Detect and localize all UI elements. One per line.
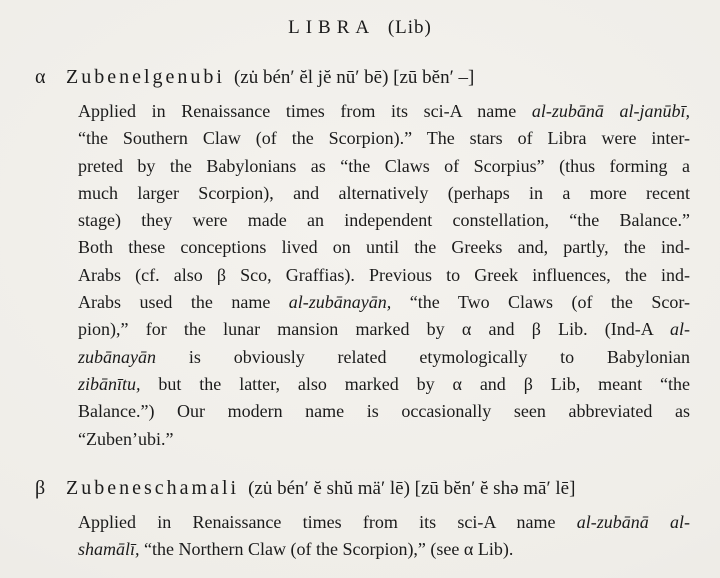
pronunciation: (zu̇ bén′ ĕl jĕ nū′ bē) [zū bĕn′ –] bbox=[233, 67, 475, 88]
text-line: Both these conceptions lived on until the Greeks and, partly, the ind- bbox=[78, 237, 690, 258]
text-line: “Zuben’ubi.” bbox=[78, 428, 174, 449]
greek-letter: α bbox=[35, 66, 46, 88]
constellation-abbreviation: (Lib) bbox=[387, 17, 432, 38]
entry-body bbox=[78, 509, 690, 564]
text-line: stage) they were made an independent constellation, “the Balance.” bbox=[78, 210, 690, 231]
text-line: Applied in Renaissance times from its sci-A name al-zubānā al- bbox=[78, 511, 691, 532]
text-line: much larger Scorpion), and alternatively (perhaps in a more recent bbox=[78, 182, 690, 203]
entry-heading bbox=[35, 63, 692, 92]
text-line: Arabs (cf. also β Sco, Graffias). Previous to Greek influences, the ind- bbox=[78, 264, 690, 285]
star-name: Zubenelgenubi bbox=[66, 66, 225, 88]
constellation-name: LIBRA bbox=[288, 17, 376, 38]
text-line: Balance.”) Our modern name is occasionally seen abbreviated as bbox=[78, 401, 690, 422]
text-line: Arabs used the name al-zubānayān, “the Two Claws (of the Scor- bbox=[78, 292, 691, 313]
entry-body bbox=[78, 98, 690, 453]
text-line: zubānayān is obviously related etymologically to Babylonian bbox=[78, 346, 690, 367]
text-line: Applied in Renaissance times from its sci-A name al-zubānā al-janūbī, bbox=[78, 101, 691, 121]
pronunciation: (zu̇ bén′ ĕ shŭ mä′ lē) [zū bĕn′ ĕ shə mā′ lē] bbox=[248, 477, 576, 499]
entry-heading bbox=[35, 474, 692, 503]
entry-alpha bbox=[35, 63, 692, 453]
page-title bbox=[0, 15, 720, 41]
text-line: “the Southern Claw (of the Scorpion).” The stars of Libra were inter- bbox=[78, 128, 690, 149]
text-line: preted by the Babylonians as “the Claws of Scorpius” (thus forming a bbox=[78, 155, 690, 176]
text-line: zibānītu, but the latter, also marked by α and β Lib, meant “the bbox=[78, 373, 690, 394]
star-name: Zubeneschamali bbox=[66, 476, 240, 499]
text-line: shamālī, “the Northern Claw (of the Scorpion),” (see α Lib). bbox=[78, 539, 514, 560]
entry-beta bbox=[35, 474, 692, 564]
greek-letter: β bbox=[35, 476, 46, 499]
text-line: pion),” for the lunar mansion marked by α and β Lib. (Ind-A al- bbox=[78, 319, 690, 340]
